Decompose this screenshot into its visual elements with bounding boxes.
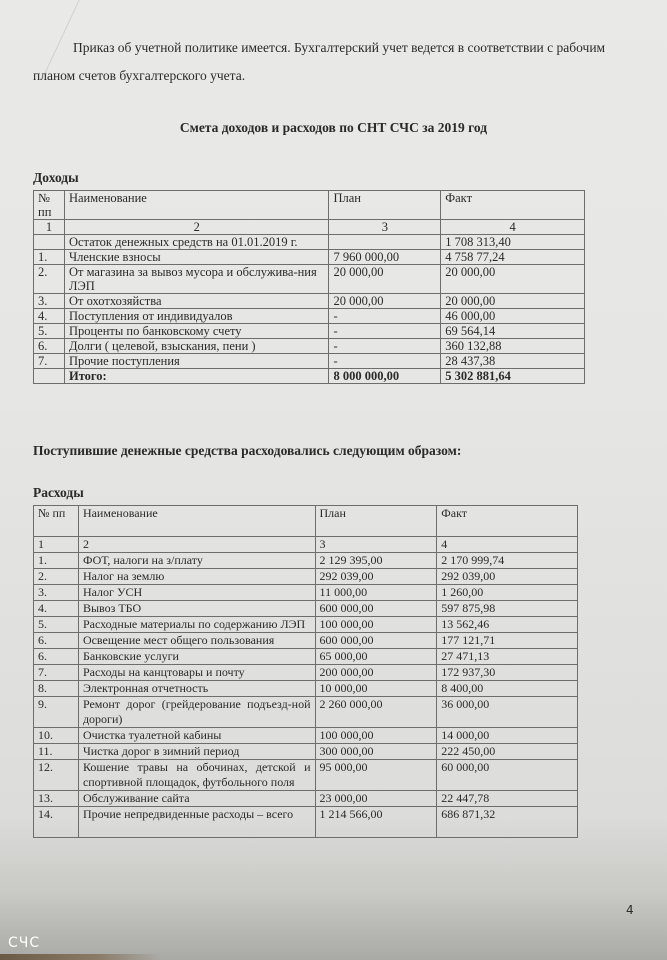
row-name: Ремонт дорог (грейдерование подъезд-ной дороги) xyxy=(78,697,315,728)
expense-row xyxy=(34,728,578,744)
row-fact: 177 121,71 xyxy=(437,633,578,649)
colnum: 1 xyxy=(34,537,79,553)
income-row xyxy=(34,235,585,250)
row-name: Чистка дорог в зимний период xyxy=(78,744,315,760)
row-num: 11. xyxy=(34,744,79,760)
row-plan: 292 039,00 xyxy=(315,569,437,585)
income-row xyxy=(34,250,585,265)
expenses-table xyxy=(33,505,578,838)
header-name: Наименование xyxy=(78,506,315,537)
row-num: 2. xyxy=(34,265,65,294)
expense-row xyxy=(34,649,578,665)
row-num: 1. xyxy=(34,553,79,569)
colnum: 2 xyxy=(64,220,328,235)
row-plan: 100 000,00 xyxy=(315,728,437,744)
row-num: 14. xyxy=(34,807,79,838)
row-fact: 4 758 77,24 xyxy=(441,250,585,265)
header-plan: План xyxy=(329,191,441,220)
row-fact: 597 875,98 xyxy=(437,601,578,617)
row-fact: 13 562,46 xyxy=(437,617,578,633)
row-num: 12. xyxy=(34,760,79,791)
expense-row xyxy=(34,697,578,728)
row-fact: 22 447,78 xyxy=(437,791,578,807)
row-plan: 600 000,00 xyxy=(315,633,437,649)
colnum: 1 xyxy=(34,220,65,235)
intro-paragraph xyxy=(33,34,633,62)
row-plan: 23 000,00 xyxy=(315,791,437,807)
colnum: 3 xyxy=(329,220,441,235)
header-plan: План xyxy=(315,506,437,537)
row-plan: 100 000,00 xyxy=(315,617,437,633)
row-fact: 292 039,00 xyxy=(437,569,578,585)
row-fact: 69 564,14 xyxy=(441,324,585,339)
row-name: Налог УСН xyxy=(78,585,315,601)
row-name: От магазина за вывоз мусора и обслужива-ния ЛЭП xyxy=(64,265,328,294)
row-fact: 360 132,88 xyxy=(441,339,585,354)
row-plan: 2 260 000,00 xyxy=(315,697,437,728)
row-name: Членские взносы xyxy=(64,250,328,265)
row-plan: 2 129 395,00 xyxy=(315,553,437,569)
total-fact: 5 302 881,64 xyxy=(441,369,585,384)
row-plan: 10 000,00 xyxy=(315,681,437,697)
row-fact: 8 400,00 xyxy=(437,681,578,697)
row-name: Прочие поступления xyxy=(64,354,328,369)
colnum: 4 xyxy=(441,220,585,235)
row-num: 7. xyxy=(34,354,65,369)
row-plan: 7 960 000,00 xyxy=(329,250,441,265)
row-name: ФОТ, налоги на з/плату xyxy=(78,553,315,569)
document-title: Смета доходов и расходов по СНТ СЧС за 2019 год xyxy=(179,120,488,135)
intro-paragraph-cont xyxy=(33,62,633,90)
expense-row xyxy=(34,791,578,807)
expense-row xyxy=(34,681,578,697)
header-fact: Факт xyxy=(437,506,578,537)
colnum: 3 xyxy=(315,537,437,553)
row-name: Обслуживание сайта xyxy=(78,791,315,807)
total-num xyxy=(34,369,65,384)
expense-row xyxy=(34,760,578,791)
row-plan: - xyxy=(329,354,441,369)
row-plan: 1 214 566,00 xyxy=(315,807,437,838)
watermark-label: СЧС xyxy=(8,935,41,951)
colnum: 2 xyxy=(78,537,315,553)
row-name: Проценты по банковскому счету xyxy=(64,324,328,339)
row-name: Электронная отчетность xyxy=(78,681,315,697)
income-header-row xyxy=(34,191,585,220)
row-plan: 20 000,00 xyxy=(329,294,441,309)
row-name: Кошение травы на обочинах, детской и спортивной площадок, футбольного поля xyxy=(78,760,315,791)
row-name: Расходы на канцтовары и почту xyxy=(78,665,315,681)
row-plan: 200 000,00 xyxy=(315,665,437,681)
row-plan: 600 000,00 xyxy=(315,601,437,617)
expense-row xyxy=(34,617,578,633)
row-name: Очистка туалетной кабины xyxy=(78,728,315,744)
row-num: 3. xyxy=(34,294,65,309)
row-num: 9. xyxy=(34,697,79,728)
row-plan: 65 000,00 xyxy=(315,649,437,665)
expense-row xyxy=(34,585,578,601)
income-row xyxy=(34,265,585,294)
row-num: 6. xyxy=(34,649,79,665)
intro-line-1: Приказ об учетной политике имеется. Бухгалтерский учет ведется в соответствии с рабочим xyxy=(73,40,606,55)
row-num: 1. xyxy=(34,250,65,265)
expenses-heading: Расходы xyxy=(33,485,84,500)
row-plan: - xyxy=(329,339,441,354)
row-name: Прочие непредвиденные расходы – всего xyxy=(78,807,315,838)
row-num: 6. xyxy=(34,633,79,649)
row-plan: 300 000,00 xyxy=(315,744,437,760)
expense-row xyxy=(34,553,578,569)
row-num: 10. xyxy=(34,728,79,744)
row-plan xyxy=(329,235,441,250)
row-num: 4. xyxy=(34,601,79,617)
row-plan: 95 000,00 xyxy=(315,760,437,791)
row-name: Долги ( целевой, взыскания, пени ) xyxy=(64,339,328,354)
row-num: 3. xyxy=(34,585,79,601)
row-fact: 172 937,30 xyxy=(437,665,578,681)
row-fact: 28 437,38 xyxy=(441,354,585,369)
expense-row xyxy=(34,744,578,760)
income-total-row xyxy=(34,369,585,384)
row-plan: 20 000,00 xyxy=(329,265,441,294)
income-table xyxy=(33,190,585,384)
expense-row xyxy=(34,601,578,617)
row-num xyxy=(34,235,65,250)
expenses-header-row xyxy=(34,506,578,537)
income-row xyxy=(34,294,585,309)
row-num: 6. xyxy=(34,339,65,354)
row-num: 5. xyxy=(34,617,79,633)
row-name: Освещение мест общего пользования xyxy=(78,633,315,649)
income-row xyxy=(34,354,585,369)
row-name: Остаток денежных средств на 01.01.2019 г. xyxy=(64,235,328,250)
row-num: 2. xyxy=(34,569,79,585)
row-plan: - xyxy=(329,309,441,324)
row-plan: 11 000,00 xyxy=(315,585,437,601)
spending-intro: Поступившие денежные средства расходовались следующим образом: xyxy=(33,443,462,458)
row-fact: 36 000,00 xyxy=(437,697,578,728)
colnum: 4 xyxy=(437,537,578,553)
row-num: 13. xyxy=(34,791,79,807)
row-fact: 1 708 313,40 xyxy=(441,235,585,250)
income-row xyxy=(34,339,585,354)
row-name: Вывоз ТБО xyxy=(78,601,315,617)
row-fact: 20 000,00 xyxy=(441,265,585,294)
page-number: 4 xyxy=(626,903,634,917)
expenses-colnum-row xyxy=(34,537,578,553)
expense-row xyxy=(34,633,578,649)
row-fact: 20 000,00 xyxy=(441,294,585,309)
row-fact: 2 170 999,74 xyxy=(437,553,578,569)
expense-row xyxy=(34,569,578,585)
header-num: № пп xyxy=(34,506,79,537)
expense-row xyxy=(34,807,578,838)
income-heading: Доходы xyxy=(33,170,79,185)
row-fact: 14 000,00 xyxy=(437,728,578,744)
row-fact: 1 260,00 xyxy=(437,585,578,601)
row-plan: - xyxy=(329,324,441,339)
row-name: Поступления от индивидуалов xyxy=(64,309,328,324)
intro-line-2: планом счетов бухгалтерского учета. xyxy=(33,68,246,83)
row-num: 4. xyxy=(34,309,65,324)
row-fact: 686 871,32 xyxy=(437,807,578,838)
row-name: Налог на землю xyxy=(78,569,315,585)
row-name: Расходные материалы по содержанию ЛЭП xyxy=(78,617,315,633)
row-num: 5. xyxy=(34,324,65,339)
income-row xyxy=(34,309,585,324)
income-row xyxy=(34,324,585,339)
row-fact: 60 000,00 xyxy=(437,760,578,791)
header-name: Наименование xyxy=(64,191,328,220)
header-fact: Факт xyxy=(441,191,585,220)
row-fact: 46 000,00 xyxy=(441,309,585,324)
row-name: Банковские услуги xyxy=(78,649,315,665)
header-num: № пп xyxy=(34,191,65,220)
row-num: 7. xyxy=(34,665,79,681)
total-label: Итого: xyxy=(64,369,328,384)
row-num: 8. xyxy=(34,681,79,697)
expense-row xyxy=(34,665,578,681)
total-plan: 8 000 000,00 xyxy=(329,369,441,384)
row-name: От охотхозяйства xyxy=(64,294,328,309)
row-fact: 27 471,13 xyxy=(437,649,578,665)
desk-edge xyxy=(0,954,160,960)
row-fact: 222 450,00 xyxy=(437,744,578,760)
income-colnum-row xyxy=(34,220,585,235)
